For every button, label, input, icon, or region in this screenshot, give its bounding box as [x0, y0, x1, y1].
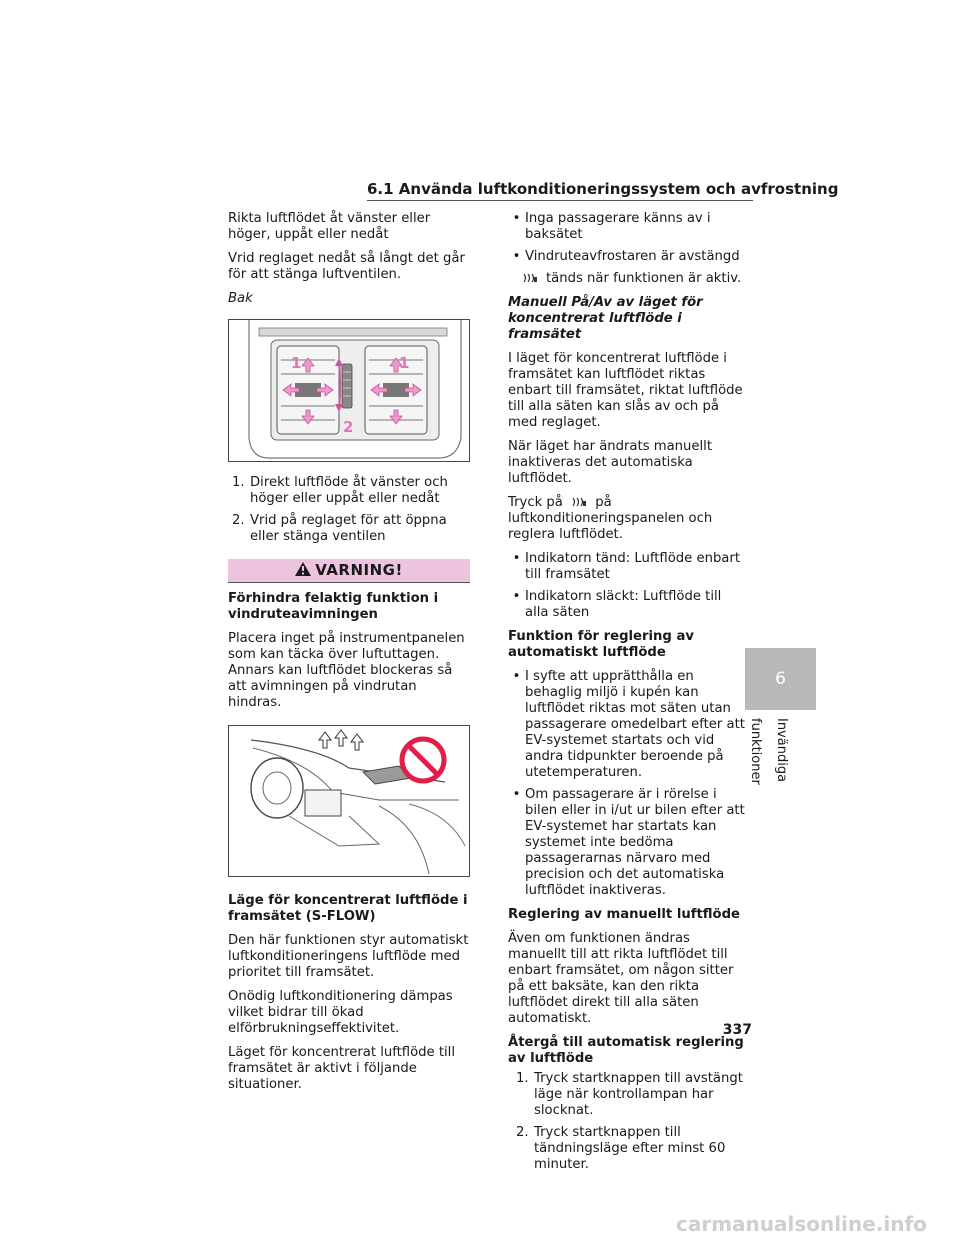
section-heading: Reglering av manuellt luftflöde	[508, 907, 740, 922]
paragraph: Läget för koncentrerat luftflöde till framsätet är aktivt i följande situationer.	[228, 1045, 456, 1092]
list-item: 2. Vrid på reglaget för att öppna eller stänga ventilen	[232, 513, 447, 544]
label-1-left: 1	[291, 354, 302, 372]
rear-vent-illustration	[229, 320, 469, 461]
header-rule	[367, 200, 753, 201]
list-item: 1. Tryck startknappen till avstängt läge när kontrollampan har slocknat.	[516, 1071, 743, 1118]
dashboard-warning-figure	[228, 725, 470, 877]
warning-heading: Förhindra felaktig funktion i vindruteavimningen	[228, 591, 439, 622]
chapter-tab: 6	[745, 648, 816, 710]
icon-line: tänds när funktionen är aktiv.	[508, 271, 748, 287]
dial-arrow	[339, 360, 340, 410]
warning-label: VARNING!	[315, 561, 403, 579]
chapter-label: Invändiga funktioner	[748, 718, 789, 785]
warning-header	[228, 559, 470, 583]
watermark: carmanualsonline.info	[676, 1212, 927, 1236]
list-item: • Vindruteavfrostaren är avstängd	[512, 249, 740, 264]
paragraph: Den här funktionen styr automatiskt luftkonditioneringens luftflöde med prioritet till framsätet.	[228, 933, 469, 980]
left-column	[228, 211, 471, 1101]
section-heading: Funktion för reglering av automatiskt luftflöde	[508, 629, 694, 660]
page-number: 337	[722, 1022, 752, 1038]
list-item: • Indikatorn släckt: Luftflöde till alla säten	[512, 589, 722, 620]
list-item: 1. Direkt luftflöde åt vänster och höger eller uppåt eller nedåt	[232, 475, 448, 506]
rear-vent-figure	[228, 319, 470, 462]
section-header: 6.1 Använda luftkonditioneringssystem och avfrostning	[367, 180, 839, 198]
section-heading: Manuell På/Av av läget för koncentrerat luftflöde i framsätet	[508, 295, 703, 342]
paragraph: När läget har ändrats manuellt inaktiveras det automatiska luftflödet.	[508, 439, 713, 486]
dashboard-illustration	[229, 726, 469, 876]
warning-body	[228, 583, 470, 723]
list-item: • I syfte att upprätthålla en behaglig miljö i kupén kan luftflödet riktas mot säten utan passagerare omedelbart efter att EV-systemet startats och vid andra tidpunkter beroende på utetemperaturen.	[512, 669, 745, 780]
section-heading: Återgå till automatisk reglering av luftflöde	[508, 1035, 744, 1066]
warning-triangle-icon	[295, 562, 311, 576]
paragraph: Onödig luftkonditionering dämpas vilket bidrar till ökad elförbrukningseffektivitet.	[228, 989, 453, 1036]
label-1-right: 1	[399, 354, 410, 372]
warning-box	[228, 559, 470, 877]
section-heading: Läge för koncentrerat luftflöde i framsätet (S-FLOW)	[228, 893, 468, 924]
paragraph: Tryck på på luftkonditioneringspanelen och reglera luftflödet.	[508, 495, 713, 542]
list-item: • Indikatorn tänd: Luftflöde enbart till framsätet	[512, 551, 740, 582]
list-item: • Inga passagerare känns av i baksätet	[512, 211, 711, 242]
figure-caption: Bak	[228, 291, 253, 306]
paragraph: I läget för koncentrerat luftflöde i framsätet kan luftflödet riktas enbart till framsätet, riktat luftflöde till alla säten kan slås av och på med reglaget.	[508, 351, 743, 430]
list-item: • Om passagerare är i rörelse i bilen eller in i/ut ur bilen efter att EV-systemet har startats kan systemet inte bedöma passagerarnas närvaro med precision och det automatiska luftflödet inaktiveras.	[512, 787, 745, 898]
s-flow-icon	[571, 496, 587, 508]
s-flow-icon	[522, 272, 538, 284]
prohibition-icon	[402, 739, 444, 781]
list-item: 2. Tryck startknappen till tändningsläge efter minst 60 minuter.	[516, 1125, 726, 1172]
center-screen	[305, 790, 341, 816]
label-2: 2	[343, 418, 354, 436]
paragraph: Även om funktionen ändras manuellt till att rikta luftflödet till enbart framsätet, om någon sitter på ett baksäte, kan den rikta luftflödet direkt till alla säten automatiskt.	[508, 931, 734, 1026]
paragraph: Rikta luftflödet åt vänster eller höger, uppåt eller nedåt	[228, 211, 431, 242]
warning-text: Placera inget på instrumentpanelen som kan täcka över luftuttagen. Annars kan luftflödet blockeras så att avimningen på vindrutan hindras.	[228, 631, 465, 710]
paragraph: Vrid reglaget nedåt så långt det går för att stänga luftventilen.	[228, 251, 465, 282]
vent-dial	[342, 364, 352, 408]
